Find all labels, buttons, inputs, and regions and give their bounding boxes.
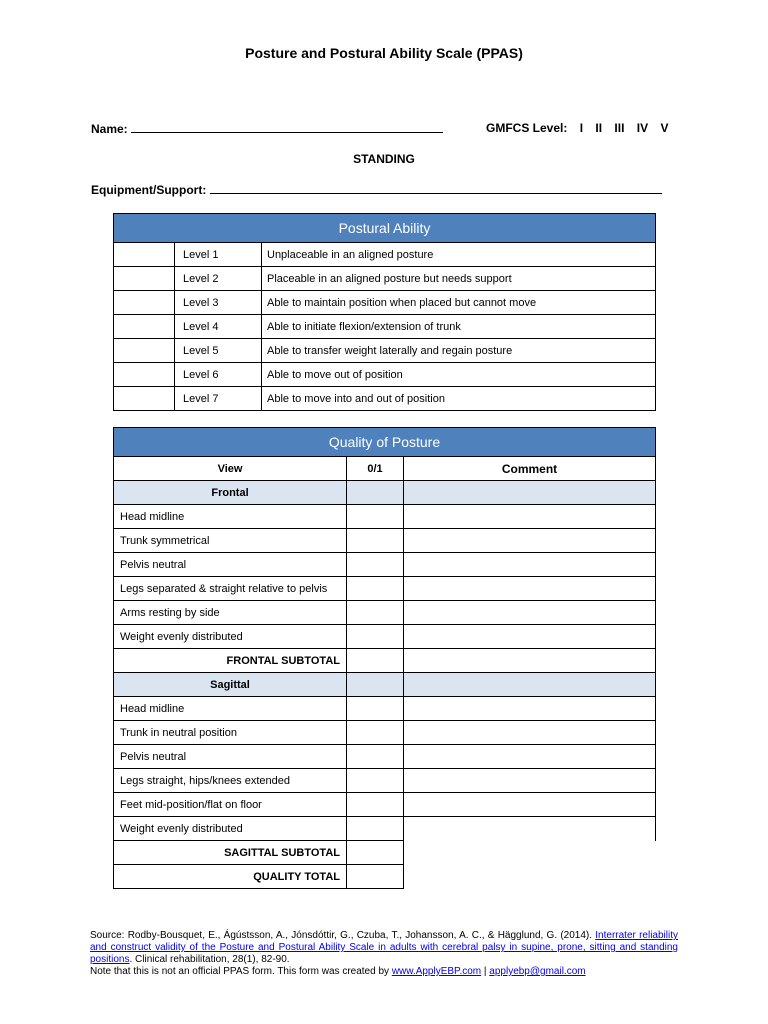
- table-row: [114, 339, 656, 363]
- quality-total-row: [114, 865, 656, 889]
- comment-cell[interactable]: [404, 601, 656, 625]
- comment-cell[interactable]: [404, 529, 656, 553]
- subtotal-label: SAGITTAL SUBTOTAL: [114, 841, 347, 865]
- table-row: [114, 243, 656, 267]
- level-checkbox-cell[interactable]: [114, 243, 175, 267]
- table-row: [114, 387, 656, 411]
- level-checkbox-cell[interactable]: [114, 315, 175, 339]
- total-label: QUALITY TOTAL: [114, 865, 347, 889]
- level-label: Level 3: [175, 291, 262, 315]
- comment-cell[interactable]: [404, 769, 656, 793]
- table-row: [114, 697, 656, 721]
- quality-of-posture-table: [113, 427, 656, 889]
- score-cell[interactable]: [347, 625, 404, 649]
- item-label: Head midline: [114, 505, 347, 529]
- item-label: Pelvis neutral: [114, 553, 347, 577]
- separator: |: [483, 966, 487, 977]
- col-view-header: View: [114, 457, 347, 481]
- score-cell[interactable]: [347, 817, 404, 841]
- section-label: Sagittal: [114, 673, 347, 697]
- level-label: Level 1: [175, 243, 262, 267]
- table-row: [114, 577, 656, 601]
- item-label: Pelvis neutral: [114, 745, 347, 769]
- name-row: [91, 121, 669, 136]
- comment-cell[interactable]: [404, 625, 656, 649]
- source-suffix: . Clinical rehabilitation, 28(1), 82-90.: [129, 954, 290, 965]
- table-row: [114, 625, 656, 649]
- score-cell[interactable]: [347, 721, 404, 745]
- comment-cell[interactable]: [404, 505, 656, 529]
- postural-ability-table: [113, 213, 656, 411]
- level-label: Level 2: [175, 267, 262, 291]
- equipment-field[interactable]: [210, 182, 662, 194]
- footer: [90, 930, 678, 978]
- item-label: Arms resting by side: [114, 601, 347, 625]
- postural-ability-header: Postural Ability: [114, 214, 656, 243]
- table-row: [114, 745, 656, 769]
- item-label: Weight evenly distributed: [114, 625, 347, 649]
- comment-cell[interactable]: [404, 577, 656, 601]
- table-row: [114, 721, 656, 745]
- position-heading: STANDING: [353, 152, 415, 166]
- level-description: Able to move into and out of position: [262, 387, 656, 411]
- level-description: Able to initiate flexion/extension of trunk: [262, 315, 656, 339]
- item-label: Weight evenly distributed: [114, 817, 347, 841]
- item-label: Legs separated & straight relative to pelvis: [114, 577, 347, 601]
- level-checkbox-cell[interactable]: [114, 291, 175, 315]
- table-row: [114, 291, 656, 315]
- col-score-header: 0/1: [347, 457, 404, 481]
- comment-cell[interactable]: [404, 697, 656, 721]
- comment-cell[interactable]: [404, 649, 656, 673]
- table-row: [114, 363, 656, 387]
- level-description: Able to maintain position when placed but cannot move: [262, 291, 656, 315]
- score-cell[interactable]: [347, 577, 404, 601]
- item-label: Legs straight, hips/knees extended: [114, 769, 347, 793]
- subtotal-cell[interactable]: [347, 649, 404, 673]
- name-field[interactable]: [131, 121, 443, 133]
- item-label: Head midline: [114, 697, 347, 721]
- section-label: Frontal: [114, 481, 347, 505]
- note-text: Note that this is not an official PPAS form. This form was created by: [90, 966, 390, 977]
- table-row: [114, 793, 656, 817]
- level-label: Level 7: [175, 387, 262, 411]
- subtotal-cell[interactable]: [347, 841, 404, 865]
- score-cell[interactable]: [347, 745, 404, 769]
- item-label: Feet mid-position/flat on floor: [114, 793, 347, 817]
- score-cell[interactable]: [347, 697, 404, 721]
- score-cell[interactable]: [347, 505, 404, 529]
- comment-cell[interactable]: [404, 793, 656, 817]
- equipment-row: [91, 182, 662, 197]
- level-label: Level 6: [175, 363, 262, 387]
- table-row: [114, 769, 656, 793]
- gmfcs-label: GMFCS Level:: [486, 121, 568, 135]
- page-title: Posture and Postural Ability Scale (PPAS): [245, 45, 523, 61]
- item-label: Trunk in neutral position: [114, 721, 347, 745]
- section-row-sagittal: [114, 673, 656, 697]
- comment-cell[interactable]: [404, 745, 656, 769]
- level-checkbox-cell[interactable]: [114, 267, 175, 291]
- comment-cell[interactable]: [404, 721, 656, 745]
- level-description: Unplaceable in an aligned posture: [262, 243, 656, 267]
- gmfcs-level: [486, 121, 668, 135]
- level-checkbox-cell[interactable]: [114, 363, 175, 387]
- level-checkbox-cell[interactable]: [114, 339, 175, 363]
- table-row: [114, 817, 656, 841]
- level-label: Level 4: [175, 315, 262, 339]
- level-description: Able to transfer weight laterally and regain posture: [262, 339, 656, 363]
- gmfcs-level-option[interactable]: II: [595, 121, 603, 135]
- equipment-label: Equipment/Support:: [91, 183, 207, 197]
- website-link[interactable]: www.ApplyEBP.com: [391, 966, 482, 977]
- column-header-row: [114, 457, 656, 481]
- score-cell[interactable]: [347, 529, 404, 553]
- gmfcs-level-option[interactable]: V: [660, 121, 669, 135]
- total-cell[interactable]: [347, 865, 404, 889]
- email-link[interactable]: applyebp@gmail.com: [489, 966, 586, 977]
- item-label: Trunk symmetrical: [114, 529, 347, 553]
- subtotal-label: FRONTAL SUBTOTAL: [114, 649, 347, 673]
- gmfcs-level-option[interactable]: III: [614, 121, 625, 135]
- table-row: [114, 505, 656, 529]
- level-description: Able to move out of position: [262, 363, 656, 387]
- table-row: [114, 267, 656, 291]
- comment-cell[interactable]: [404, 553, 656, 577]
- level-label: Level 5: [175, 339, 262, 363]
- name-label: Name:: [91, 122, 128, 136]
- gmfcs-level-option[interactable]: I: [579, 121, 584, 135]
- col-comment-header: Comment: [404, 457, 656, 481]
- score-cell[interactable]: [347, 601, 404, 625]
- table-row: [114, 553, 656, 577]
- disclaimer-note: [90, 966, 678, 978]
- level-description: Placeable in an aligned posture but needs support: [262, 267, 656, 291]
- score-cell[interactable]: [347, 553, 404, 577]
- table-row: [114, 529, 656, 553]
- table-row: [114, 601, 656, 625]
- table-row: [114, 315, 656, 339]
- gmfcs-level-option[interactable]: IV: [636, 121, 649, 135]
- score-cell[interactable]: [347, 769, 404, 793]
- level-checkbox-cell[interactable]: [114, 387, 175, 411]
- comment-cell[interactable]: [404, 817, 656, 841]
- score-cell[interactable]: [347, 793, 404, 817]
- source-prefix: Source: Rodby-Bousquet, E., Ágústsson, A., Jónsdóttir, G., Czuba, T., Johansson, A. C., & Hägglund, G. (2014).: [90, 930, 593, 941]
- source-article-link[interactable]: Interrater reliability and construct validity of the Posture and Postural Ability Scale in adults with cerebral palsy in supine, prone, sitting and standing positions: [90, 930, 678, 965]
- source-citation: [90, 930, 678, 966]
- sagittal-subtotal-row: [114, 841, 656, 865]
- section-row-frontal: [114, 481, 656, 505]
- quality-header: Quality of Posture: [114, 428, 656, 457]
- frontal-subtotal-row: [114, 649, 656, 673]
